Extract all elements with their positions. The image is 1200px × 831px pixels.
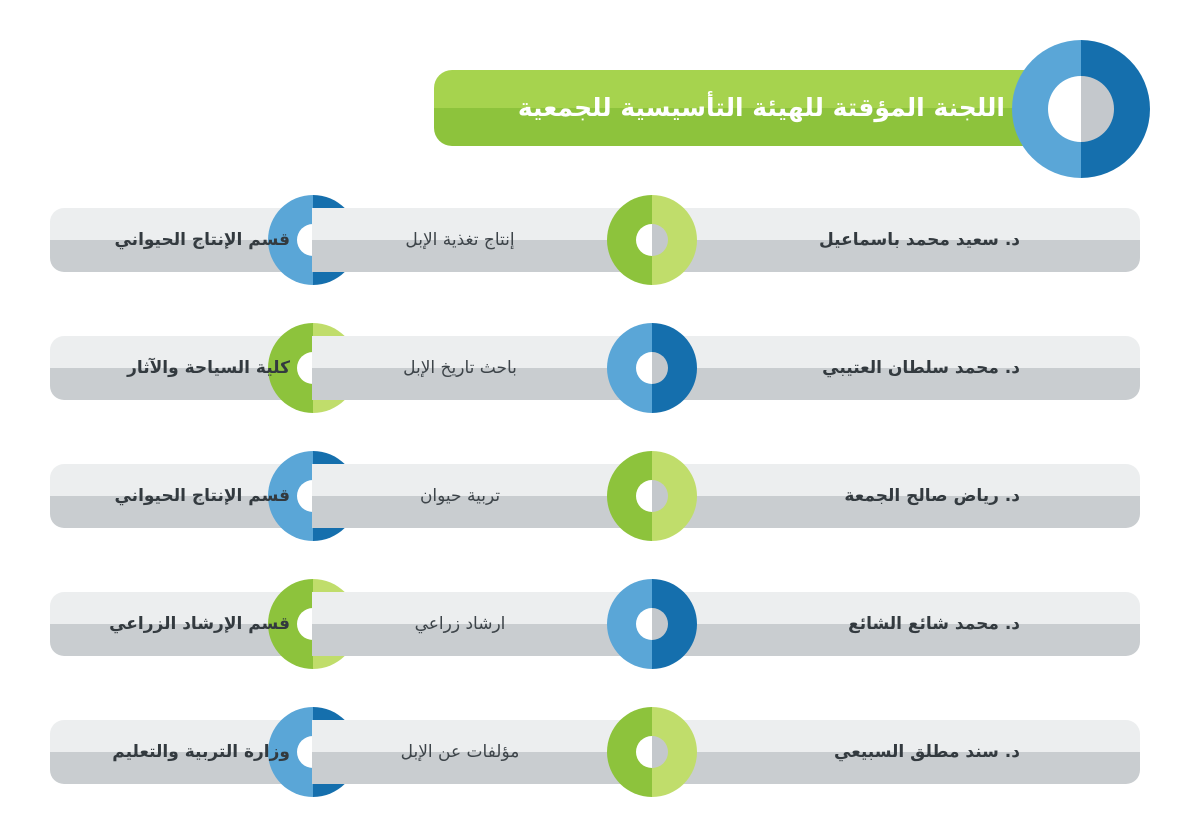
member-row xyxy=(0,574,1200,674)
member-name: د. سعيد محمد باسماعيل xyxy=(819,230,1020,250)
member-specialty: تربية حيوان xyxy=(419,486,501,506)
name-ring-center xyxy=(636,480,668,512)
member-organization: وزارة التربية والتعليم xyxy=(112,742,290,762)
member-specialty: مؤلفات عن الإبل xyxy=(400,742,520,762)
member-organization: قسم الإنتاج الحيواني xyxy=(114,230,290,250)
header-ring-center xyxy=(1048,76,1114,142)
member-row xyxy=(0,702,1200,802)
member-row xyxy=(0,446,1200,546)
member-name: د. محمد شائع الشائع xyxy=(848,614,1020,634)
member-name: د. رياض صالح الجمعة xyxy=(844,486,1020,506)
member-row xyxy=(0,190,1200,290)
member-specialty: ارشاد زراعي xyxy=(414,614,506,634)
member-organization: قسم الإنتاج الحيواني xyxy=(114,486,290,506)
name-ring-center xyxy=(636,224,668,256)
member-name: د. محمد سلطان العتيبي xyxy=(822,358,1020,378)
name-ring-center xyxy=(636,736,668,768)
member-row xyxy=(0,318,1200,418)
member-specialty: باحث تاريخ الإبل xyxy=(403,358,517,378)
member-specialty: إنتاج تغذية الإبل xyxy=(405,230,515,250)
member-organization: كلية السياحة والآثار xyxy=(127,358,290,378)
member-organization: قسم الإرشاد الزراعي xyxy=(109,614,290,634)
name-ring-center xyxy=(636,608,668,640)
page-title: اللجنة المؤقتة للهيئة التأسيسية للجمعية xyxy=(517,93,1005,122)
member-name: د. سند مطلق السبيعي xyxy=(834,742,1020,762)
name-ring-center xyxy=(636,352,668,384)
